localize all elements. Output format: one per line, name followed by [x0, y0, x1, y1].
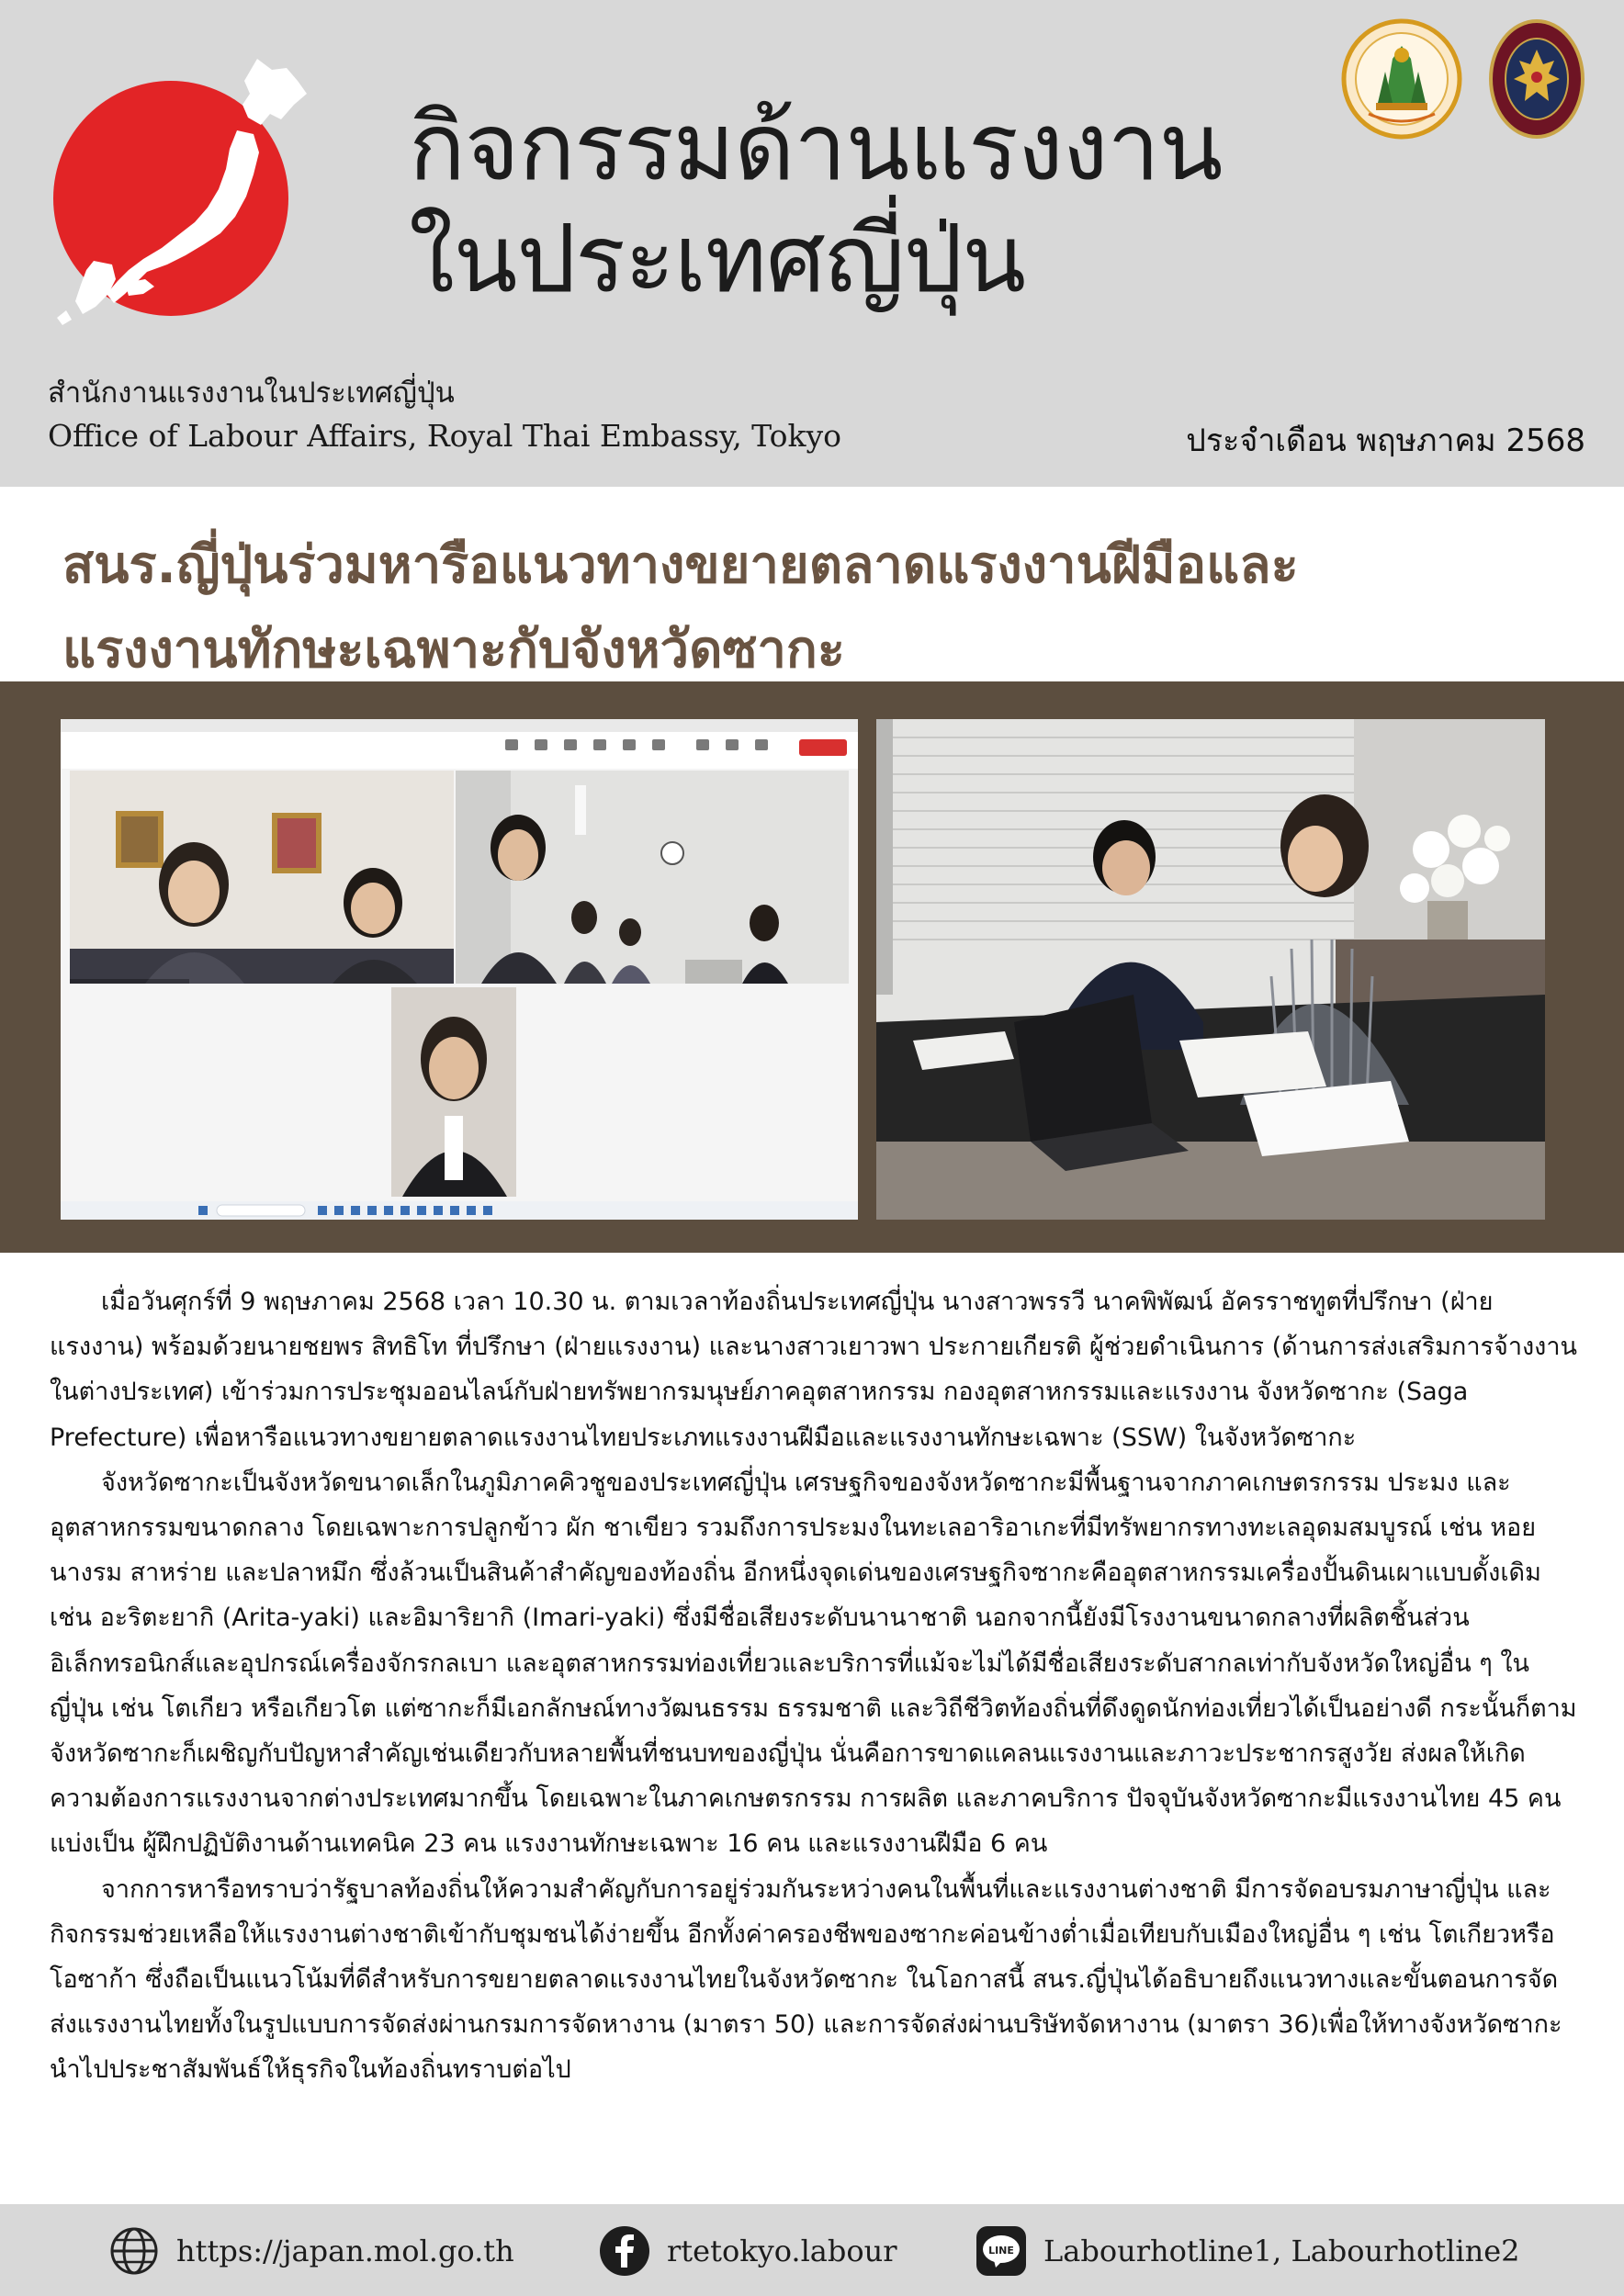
footer-facebook[interactable]	[599, 2226, 897, 2276]
article-headline-line-1: สนร.ญี่ปุ่นร่วมหารือแนวทางขยายตลาดแรงงานฝีมือและ	[62, 535, 1299, 595]
page-title-line-2: ในประเทศญี่ปุ่น	[409, 205, 1026, 314]
article-paragraph-1: เมื่อวันศุกร์ที่ 9 พฤษภาคม 2568 เวลา 10.30 น. ตามเวลาท้องถิ่นประเทศญี่ปุ่น นางสาวพรรวี นาคพิพัฒน์ อัครราชทูตที่ปรึกษา (ฝ่ายแรงงาน) พร้อมด้วยนายชยพร สิทธิโท ที่ปรึกษา (ฝ่ายแรงงาน) และนางสาวเยาวพา ประกายเกียรติ ผู้ช่วยดำเนินการ (ด้านการส่งเสริมการจ้างงานในต่างประเทศ) เข้าร่วมการประชุมออนไลน์กับฝ่ายทรัพยากรมนุษย์ภาคอุตสาหกรรม กองอุตสาหกรรมและแรงงาน จังหวัดซากะ (Saga Prefecture) เพื่อหารือแนวทางขยายตลาดแรงงานไทยประเภทแรงงานฝีมือและแรงงานทักษะเฉพาะ (SSW) ในจังหวัดซากะ	[50, 1288, 1577, 1452]
page-title-line-1: กิจกรรมด้านแรงงาน	[409, 93, 1223, 202]
footer-facebook-link[interactable]: rtetokyo.labour	[667, 2234, 897, 2268]
article-headline-line-2: แรงงานทักษะเฉพาะกับจังหวัดซากะ	[62, 620, 845, 680]
page-title	[409, 92, 1222, 316]
article-paragraph-2: จังหวัดซากะเป็นจังหวัดขนาดเล็กในภูมิภาคคิวชูของประเทศญี่ปุ่น เศรษฐกิจของจังหวัดซากะมีพื้นฐานจากภาคเกษตรกรรม ประมง และอุตสาหกรรมขนาดกลาง โดยเฉพาะการปลูกข้าว ผัก ชาเขียว รวมถึงการประมงในทะเลอาริอาเกะที่มีทรัพยากรทางทะเลอุดมสมบูรณ์ เช่น หอยนางรม สาหร่าย และปลาหมึก ซึ่งล้วนเป็นสินค้าสำคัญของท้องถิ่น อีกหนึ่งจุดเด่นของเศรษฐกิจซากะคืออุตสาหกรรมเครื่องปั้นดินเผาแบบดั้งเดิม เช่น อะริตะยากิ (Arita-yaki) และอิมาริยากิ (Imari-yaki) ซึ่งมีชื่อเสียงระดับนานาชาติ นอกจากนี้ยังมีโรงงานขนาดกลางที่ผลิตชิ้นส่วนอิเล็กทรอนิกส์และอุปกรณ์เครื่องจักรกลเบา และอุตสาหกรรมท่องเที่ยวและบริการที่แม้จะไม่ได้มีชื่อเสียงระดับสากลเท่ากับจังหวัดใหญ่อื่น ๆ ในญี่ปุ่น เช่น โตเกียว หรือเกียวโต แต่ซากะก็มีเอกลักษณ์ทางวัฒนธรรม ธรรมชาติ และวิถีชีวิตท้องถิ่นที่ดึงดูดนักท่องเที่ยวได้เป็นอย่างดี กระนั้นก็ตาม จังหวัดซากะก็เผชิญกับปัญหาสำคัญเช่นเดียวกับหลายพื้นที่ชนบทของญี่ปุ่น นั่นคือการขาดแคลนแรงงานและภาวะประชากรสูงวัย ส่งผลให้เกิดความต้องการแรงงานจากต่างประเทศมากขึ้น โดยเฉพาะในภาคเกษตรกรรม การผลิต และภาคบริการ ปัจจุบันจังหวัดซากะมีแรงงานไทย 45 คน แบ่งเป็น ผู้ฝึกปฏิบัติงานด้านเทคนิค 23 คน แรงงานทักษะเฉพาะ 16 คน และแรงงานฝีมือ 6 คน	[50, 1468, 1577, 1859]
footer-website[interactable]	[108, 2226, 514, 2276]
article-body	[50, 1279, 1578, 2093]
footer-line-ids[interactable]: Labourhotline1, Labourhotline2	[1043, 2234, 1520, 2268]
footer-line[interactable]	[976, 2226, 1520, 2276]
office-name-thai: สำนักงานแรงงานในประเทศญี่ปุ่น	[48, 377, 455, 410]
royal-thai-embassy-seal-icon	[1488, 18, 1585, 140]
globe-icon	[108, 2225, 160, 2277]
article-headline	[62, 523, 1587, 692]
footer-website-link[interactable]: https://japan.mol.go.th	[176, 2234, 514, 2268]
page-header	[0, 0, 1624, 487]
japan-map-logo	[40, 53, 316, 329]
facebook-icon	[599, 2225, 650, 2277]
svg-text:LINE: LINE	[988, 2245, 1014, 2257]
meeting-room-photo	[876, 719, 1545, 1220]
article-paragraph-3: จากการหารือทราบว่ารัฐบาลท้องถิ่นให้ความสำคัญกับการอยู่ร่วมกันระหว่างคนในพื้นที่และแรงงานต่างชาติ มีการจัดอบรมภาษาญี่ปุ่น และกิจกรรมช่วยเหลือให้แรงงานต่างชาติเข้ากับชุมชนได้ง่ายขึ้น อีกทั้งค่าครองชีพของซากะค่อนข้างต่ำเมื่อเทียบกับเมืองใหญ่อื่น ๆ เช่น โตเกียวหรือโอซาก้า ซึ่งถือเป็นแนวโน้มที่ดีสำหรับการขยายตลาดแรงงานไทยในจังหวัดซากะ ในโอกาสนี้ สนร.ญี่ปุ่นได้อธิบายถึงแนวทางและขั้นตอนการจัดส่งแรงงานไทยทั้งในรูปแบบการจัดส่งผ่านกรมการจัดหางาน (มาตรา 50) และการจัดส่งผ่านบริษัทจัดหางาน (มาตรา 36)เพื่อให้ทางจังหวัดซากะนำไปประชาสัมพันธ์ให้ธุรกิจในท้องถิ่นทราบต่อไป	[50, 1874, 1562, 2085]
ministry-of-labour-seal-icon	[1341, 18, 1462, 140]
line-icon	[976, 2225, 1027, 2277]
online-meeting-screenshot	[61, 719, 858, 1220]
issue-month: ประจำเดือน พฤษภาคม 2568	[1186, 422, 1585, 459]
office-name-english: Office of Labour Affairs, Royal Thai Embassy, Tokyo	[48, 418, 842, 454]
page-footer	[0, 2204, 1624, 2296]
